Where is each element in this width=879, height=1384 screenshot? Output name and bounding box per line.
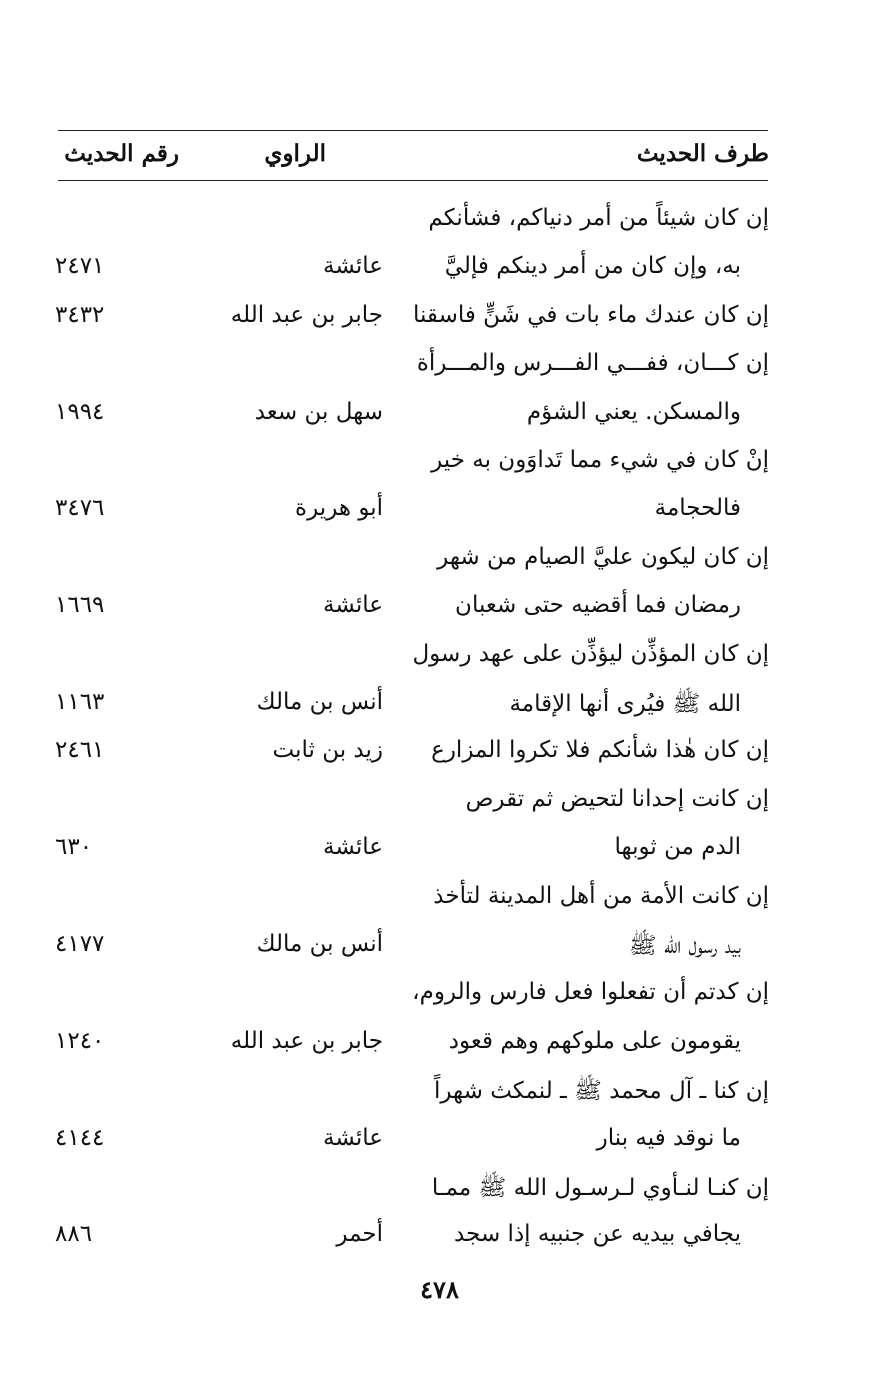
hadith-text-line: بيد رسول الله ﷺ <box>628 933 741 959</box>
narrator-name: عائشة <box>323 834 383 861</box>
hadith-text-line: إنْ كان في شيء مما تَداوَون به خير <box>431 447 769 473</box>
hadith-number: ٦٣٠ <box>55 834 93 861</box>
hadith-number: ٤١٧٧ <box>55 931 105 957</box>
hadith-text-line: يجافي بيديه عن جنبيه إذا سجد <box>454 1221 741 1248</box>
hadith-text-line: والمسكن. يعني الشؤم <box>526 398 741 425</box>
narrator-name: أبو هريرة <box>295 495 383 522</box>
hadith-text-line: إن كان عندك ماء بات في شَنٍّ فاسقنا <box>412 301 769 328</box>
column-header-narrator: الراوي <box>264 140 326 167</box>
header-bottom-rule <box>58 180 768 181</box>
hadith-text-line: الدم من ثوبها <box>614 834 741 861</box>
column-header-number: رقم الحديث <box>64 140 179 167</box>
hadith-number: ٣٤٧٦ <box>55 495 105 522</box>
column-header-hadith: طرف الحديث <box>636 140 769 167</box>
hadith-number: ١٩٩٤ <box>55 398 105 425</box>
hadith-text-line: إن كان المؤذِّن ليؤذِّن على عهد رسول <box>412 640 769 667</box>
page-number: ٤٧٨ <box>420 1275 459 1304</box>
narrator-name: سهل بن سعد <box>254 398 383 425</box>
narrator-name: أحمر <box>336 1221 383 1248</box>
hadith-text-line: به، وإن كان من أمر دينكم فإليَّ <box>444 253 741 280</box>
hadith-number: ١٦٦٩ <box>55 592 105 619</box>
hadith-number: ٢٤٦١ <box>55 737 105 764</box>
hadith-text-line: ما نوقد فيه بنار <box>596 1124 741 1151</box>
hadith-text-line: إن كان هٰذا شأنكم فلا تكروا المزارع <box>431 737 769 764</box>
hadith-text-line: إن كنا ـ آل محمد ﷺ ـ لنمكث شهراً <box>433 1078 769 1105</box>
hadith-text-line: رمضان فما أقضيه حتى شعبان <box>455 592 741 619</box>
hadith-text-line: إن كانت الأمة من أهل المدينة لتأخذ <box>433 882 769 909</box>
narrator-name: أنس بن مالك <box>256 931 383 957</box>
hadith-number: ٤١٤٤ <box>55 1124 105 1151</box>
narrator-name: عائشة <box>323 253 383 280</box>
hadith-text-line: إن كـــان، ففـــي الفـــرس والمـــرأة <box>416 350 769 377</box>
hadith-text-line: إن كنـا لنـأوي لـرسـول الله ﷺ ممـا <box>431 1175 769 1201</box>
hadith-text-line: إن كان ليكون عليَّ الصيام من شهر <box>437 543 769 570</box>
hadith-number: ٨٨٦ <box>55 1221 93 1248</box>
hadith-number: ١١٦٣ <box>55 689 105 715</box>
narrator-name: جابر بن عبد الله <box>230 1027 383 1054</box>
hadith-text-line: إن كدتم أن تفعلوا فعل فارس والروم، <box>412 979 769 1006</box>
hadith-number: ٣٤٣٢ <box>55 301 105 328</box>
hadith-number: ١٢٤٠ <box>55 1027 105 1054</box>
narrator-name: زيد بن ثابت <box>272 737 383 764</box>
hadith-text-line: يقومون على ملوكهم وهم قعود <box>448 1027 741 1054</box>
narrator-name: عائشة <box>323 1124 383 1151</box>
narrator-name: عائشة <box>323 592 383 619</box>
narrator-name: أنس بن مالك <box>256 689 383 715</box>
header-top-rule <box>58 130 768 131</box>
hadith-text-line: إن كانت إحدانا لتحيض ثم تقرص <box>465 785 769 812</box>
hadith-text-line: إن كان شيئاً من أمر دنياكم، فشأنكم <box>428 205 769 231</box>
hadith-number: ٢٤٧١ <box>55 253 105 280</box>
hadith-text-line: الله ﷺ فيُرى أنها الإقامة <box>509 691 741 717</box>
hadith-text-line: فالحجامة <box>654 495 741 522</box>
narrator-name: جابر بن عبد الله <box>230 301 383 328</box>
